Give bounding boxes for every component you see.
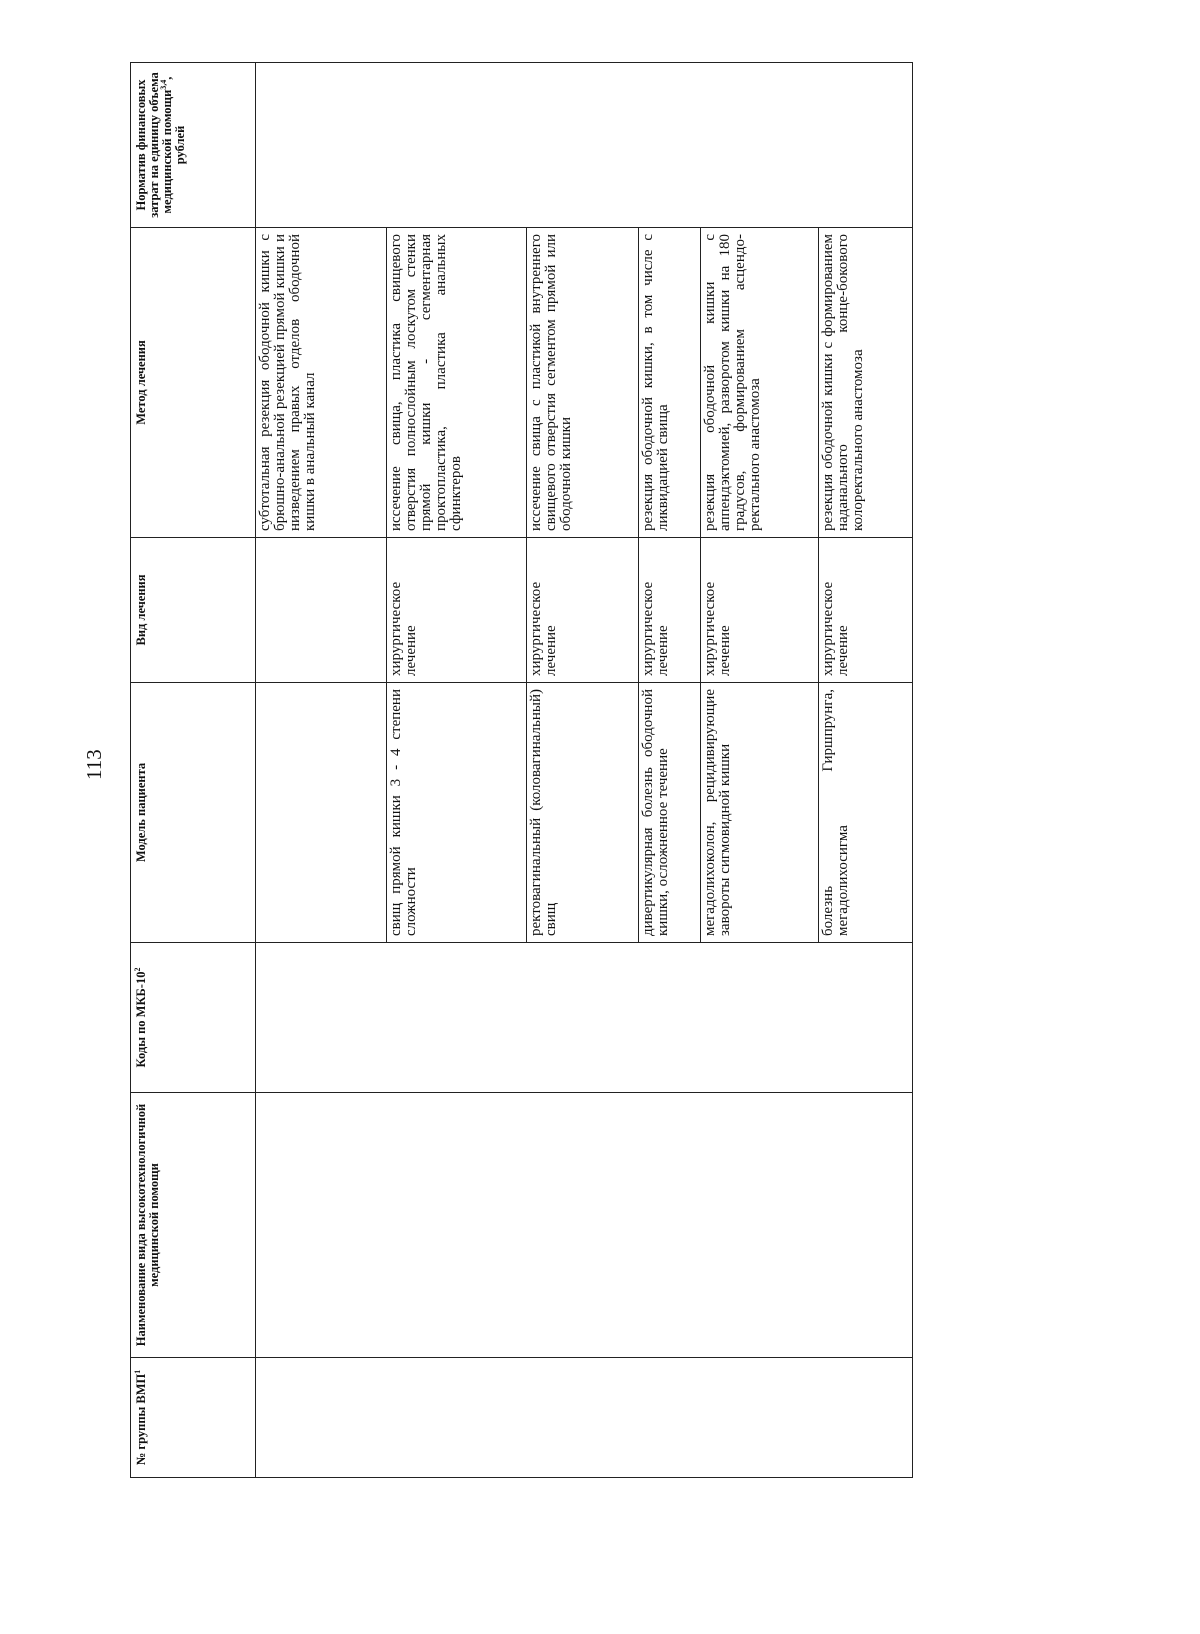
cell-patient-model: ректовагинальный (коловагинальный) свищ	[527, 683, 639, 943]
cell-vmp-name	[256, 1093, 913, 1358]
header-icd-codes: Коды по МКБ-$10^2$	[131, 943, 256, 1093]
cell-patient-model: свищ прямой кишки 3 - 4 степени сложности	[387, 683, 527, 943]
cell-treatment-type: хирургическое лечение	[819, 538, 913, 683]
header-treatment-method: Метод лечения	[131, 228, 256, 538]
table-row	[256, 63, 387, 1478]
cell-treatment-method: иссечение свища, пластика свищевого отверстия полнослойным лоскутом стенки прямой кишки - сегментарная проктопластика, пластика анальных сфинктеров	[387, 228, 527, 538]
vmp-table	[130, 62, 913, 1478]
cell-treatment-type: хирургическое лечение	[387, 538, 527, 683]
cell-patient-model	[256, 683, 387, 943]
cell-treatment-type	[256, 538, 387, 683]
cell-treatment-method: резекция ободочной кишки, в том числе с ликвидацией свища	[639, 228, 701, 538]
cell-treatment-method: резекция ободочной кишки с аппендэктомией, разворотом кишки на 180 градусов, формированием асцендо-ректального анастомоза	[701, 228, 819, 538]
header-patient-model: Модель пациента	[131, 683, 256, 943]
header-vmp-name: Наименование вида высокотехнологичной медицинской помощи	[131, 1093, 256, 1358]
cell-treatment-type: хирургическое лечение	[701, 538, 819, 683]
page-number: 113	[82, 749, 106, 780]
header-cost-norm: Норматив финансовых затрат на единицу объема медицинской помощи$^{3,4}$, рублей	[131, 63, 256, 228]
cell-icd-codes	[256, 943, 913, 1093]
cell-treatment-type: хирургическое лечение	[527, 538, 639, 683]
cell-patient-model: дивертикулярная болезнь ободочной кишки, осложненное течение	[639, 683, 701, 943]
cell-patient-model: мегадолихоколон, рецидивирующие завороты сигмовидной кишки	[701, 683, 819, 943]
table-header-row	[131, 63, 256, 1478]
cell-treatment-type: хирургическое лечение	[639, 538, 701, 683]
cell-treatment-method: иссечение свища с пластикой внутреннего свищевого отверстия сегментом прямой или ободочной кишки	[527, 228, 639, 538]
header-group-no: № группы ВМП$^1$	[131, 1358, 256, 1478]
header-treatment-type: Вид лечения	[131, 538, 256, 683]
cell-group-no	[256, 1358, 913, 1478]
rotated-page-content	[130, 63, 913, 1478]
cell-cost-norm	[256, 63, 913, 228]
cell-treatment-method: резекция ободочной кишки с формированием наданального конце-бокового колоректального анастомоза	[819, 228, 913, 538]
cell-patient-model: болезнь Гиршпрунга, мегадолихосигма	[819, 683, 913, 943]
cell-treatment-method: субтотальная резекция ободочной кишки с брюшно-анальной резекцией прямой кишки и низведением правых отделов ободочной кишки в анальный канал	[256, 228, 387, 538]
